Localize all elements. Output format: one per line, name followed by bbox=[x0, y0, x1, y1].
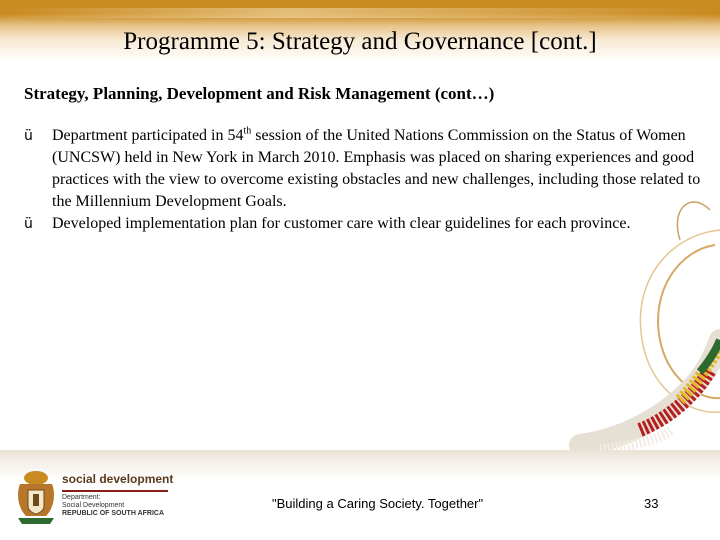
page-number: 33 bbox=[644, 496, 659, 511]
bullet-item: ü Developed implementation plan for customer care with clear guidelines for each province. bbox=[24, 213, 704, 235]
coat-of-arms-icon bbox=[14, 468, 58, 526]
department-logo bbox=[14, 468, 174, 528]
bullet-list bbox=[24, 125, 704, 235]
check-icon: ü bbox=[24, 128, 33, 144]
slide-title: Programme 5: Strategy and Governance [cont.] bbox=[123, 28, 597, 55]
department-text: Department: Social Development REPUBLIC OF SOUTH AFRICA bbox=[62, 494, 165, 517]
footer-tagline: "Building a Caring Society. Together" bbox=[272, 496, 484, 511]
check-icon: ü bbox=[24, 216, 33, 232]
brand-name: social development bbox=[62, 472, 174, 486]
slide-subtitle: Strategy, Planning, Development and Risk Management (cont…) bbox=[24, 84, 495, 103]
brand-divider bbox=[62, 490, 168, 492]
bullet-item: ü Department participated in 54th session of the United Nations Commission on the Status of Women (UNCSW) held in New York in March 2010. Emphasis was placed on sharing experiences and good practices with the view to overcome existing obstacles and new challenges, including those related to the Millennium Development Goals. bbox=[24, 125, 701, 210]
